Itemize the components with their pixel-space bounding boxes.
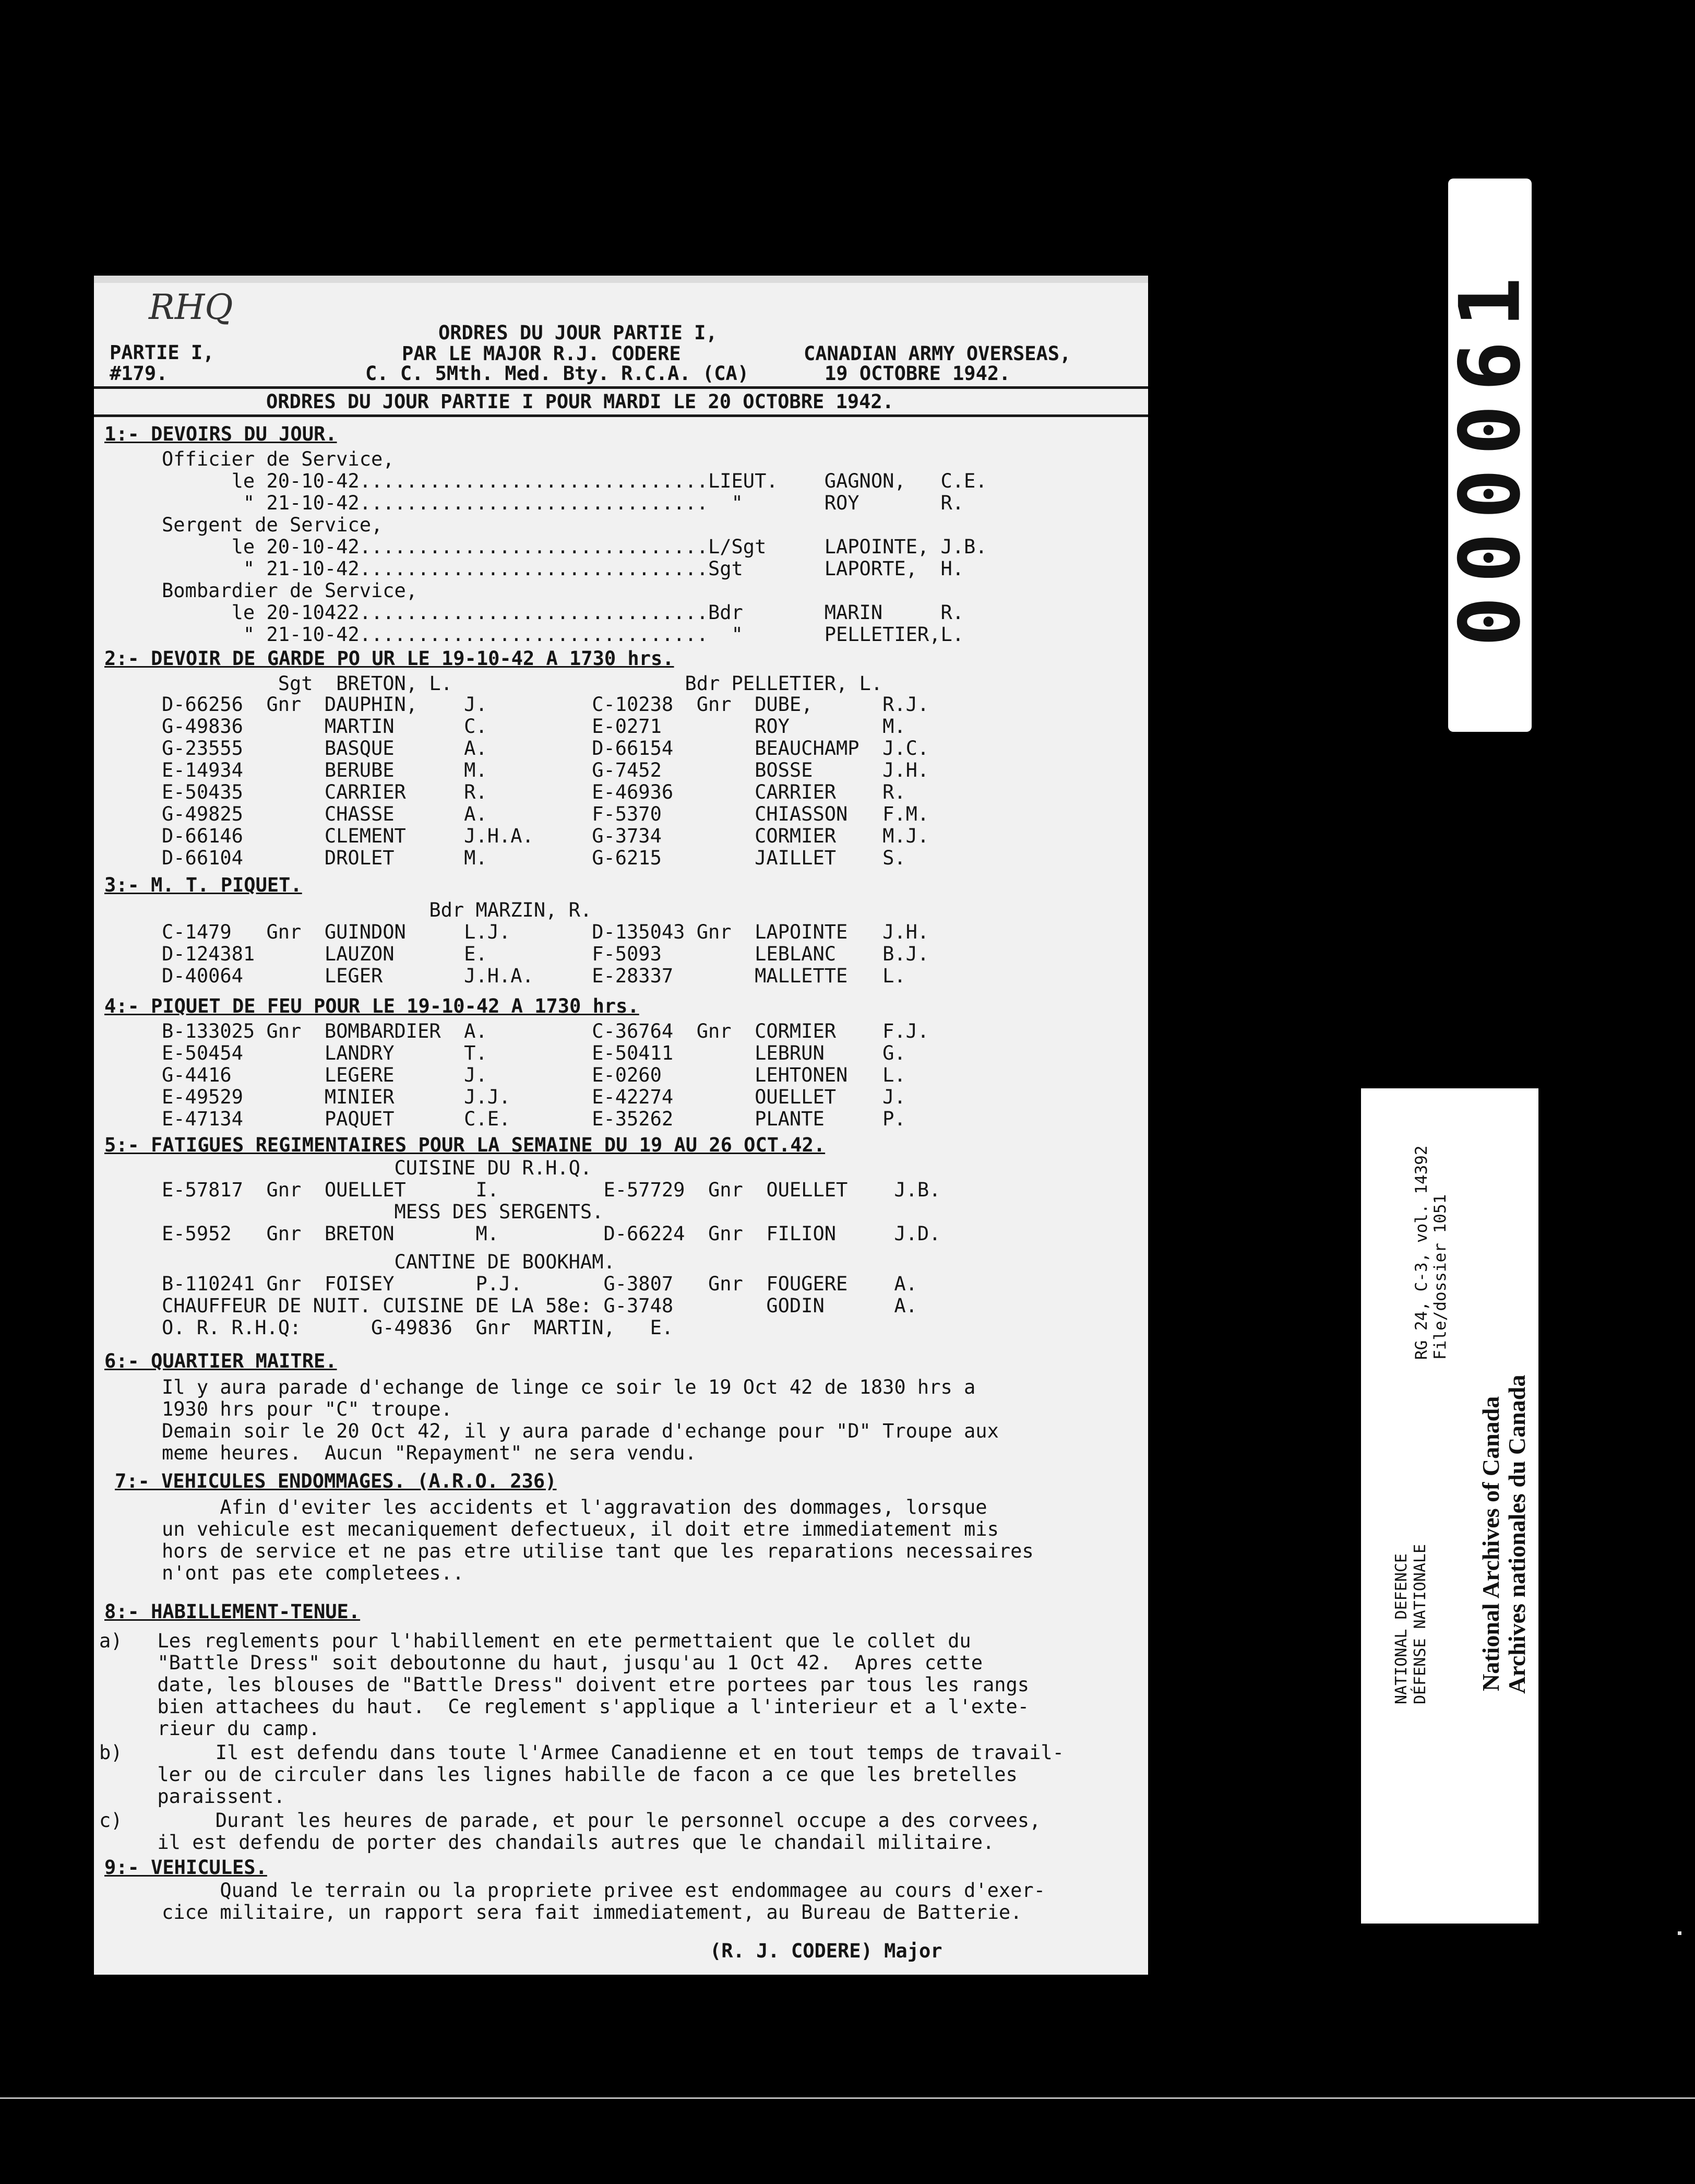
order-number: #179. [110,362,168,385]
document-title: ORDRES DU JOUR PARTIE I, [438,322,718,344]
fatigue-subheading: CUISINE DU R.H.Q. [162,1157,592,1179]
fire-piquet-row: B-133025 Gnr BOMBARDIER A. C-36764 Gnr CORMIER F.J. [162,1020,929,1042]
fire-piquet-row: E-47134 PAQUET C.E. E-35262 PLANTE P. [162,1108,906,1130]
archives-name-en: National Archives of Canada [1477,1396,1504,1691]
fatigue-row: E-5952 Gnr BRETON M. D-66224 Gnr FILION J.D. [162,1222,941,1245]
guard-row: G-49836 MARTIN C. E-0271 ROY M. [162,715,906,738]
duty-line: " 21-10-42.............................. " PELLETIER,L. [162,623,964,646]
section-heading-6: 6:- QUARTIER MAITRE. [104,1350,337,1372]
army-label: CANADIAN ARMY OVERSEAS, [804,342,1071,365]
duty-line: " 21-10-42..............................Sgt LAPORTE, H. [162,557,964,580]
issue-date: 19 OCTOBRE 1942. [825,362,1011,385]
paragraph-line: un vehicule est mecaniquement defectueux, il doit etre immediatement mis [162,1518,999,1540]
guard-row: E-14934 BERUBE M. G-7452 BOSSE J.H. [162,759,929,781]
paragraph-line: il est defendu de porter des chandails autres que le chandail militaire. [99,1831,995,1854]
paragraph-line: c) Durant les heures de parade, et pour le personnel occupe a des corvees, [99,1809,1041,1832]
frame-number: 000061 [1441,264,1539,647]
section-heading-1: 1:- DEVOIRS DU JOUR. [104,423,337,445]
guard-row: G-23555 BASQUE A. D-66154 BEAUCHAMP J.C. [162,737,929,759]
paragraph-line: Demain soir le 20 Oct 42, il y aura parade d'echange pour "D" Troupe aux [162,1420,999,1442]
guard-row: D-66104 DROLET M. G-6215 JAILLET S. [162,847,906,869]
duty-line: " 21-10-42.............................. " ROY R. [162,492,964,514]
piquet-leader: Bdr MARZIN, R. [162,899,592,921]
paragraph-line: a) Les reglements pour l'habillement en ete permettaient que le collet du [99,1630,971,1652]
piquet-row: D-40064 LEGER J.H.A. E-28337 MALLETTE L. [162,965,906,987]
section-heading-3: 3:- M. T. PIQUET. [104,874,302,896]
duty-line: Sergent de Service, [162,514,383,536]
guard-row: G-49825 CHASSE A. F-5370 CHIASSON F.M. [162,803,929,825]
section-heading-9: 9:- VEHICULES. [104,1856,267,1879]
handwritten-annotation: RHQ [149,287,233,327]
fire-piquet-row: E-49529 MINIER J.J. E-42274 OUELLET J. [162,1086,906,1108]
guard-row: D-66256 Gnr DAUPHIN, J. C-10238 Gnr DUBE, R.J. [162,693,929,716]
fire-piquet-row: G-4416 LEGERE J. E-0260 LEHTONEN L. [162,1064,906,1086]
document-page [94,276,1148,1975]
paragraph-line: b) Il est defendu dans toute l'Armee Canadienne et en tout temps de travail- [99,1741,1064,1764]
paragraph-line: paraissent. [99,1785,285,1808]
section-heading-5: 5:- FATIGUES REGIMENTAIRES POUR LA SEMAINE DU 19 AU 26 OCT.42. [104,1134,826,1156]
guard-row: D-66146 CLEMENT J.H.A. G-3734 CORMIER M.J. [162,825,929,847]
paragraph-line: meme heures. Aucun "Repayment" ne sera vendu. [162,1442,697,1464]
film-edge-line [0,2097,1695,2099]
section-heading-4: 4:- PIQUET DE FEU POUR LE 19-10-42 A 1730 hrs. [104,995,639,1017]
fatigue-subheading: MESS DES SERGENTS. [162,1201,604,1223]
header-rule-bottom [94,414,1148,417]
archive-label [1361,1088,1538,1924]
fire-piquet-row: E-50454 LANDRY T. E-50411 LEBRUN G. [162,1042,906,1064]
fatigue-row: E-57817 Gnr OUELLET I. E-57729 Gnr OUELLET J.B. [162,1179,941,1201]
film-speck [1678,1931,1681,1935]
paragraph-line: hors de service et ne pas etre utilise tant que les reparations necessaires [162,1540,1034,1562]
department-name-fr: DÉFENSE NATIONALE [1411,1544,1429,1704]
archive-frame-stamp [1441,179,1539,732]
department-name-en: NATIONAL DEFENCE [1392,1553,1411,1704]
paragraph-line: 1930 hrs pour "C" troupe. [162,1398,452,1420]
duty-line: le 20-10-42..............................LIEUT. GAGNON, C.E. [162,470,987,492]
section-heading-8: 8:- HABILLEMENT-TENUE. [104,1600,361,1623]
partie-label: PARTIE I, [110,341,214,364]
paragraph-line: Quand le terrain ou la propriete privee est endommagee au cours d'exer- [162,1879,1045,1902]
signature: (R. J. CODERE) Major [710,1940,942,1962]
duty-line: Bombardier de Service, [162,579,418,602]
archives-name-fr: Archives nationales du Canada [1503,1374,1530,1694]
duty-line: le 20-10-42..............................L/Sgt LAPOINTE, J.B. [162,536,987,558]
header-rule-top [94,386,1148,389]
duty-line: le 20-10422..............................Bdr MARIN R. [162,601,964,624]
fatigue-row: CHAUFFEUR DE NUIT. CUISINE DE LA 58e: G-3748 GODIN A. [162,1295,917,1317]
paragraph-line: ler ou de circuler dans les lignes habille de facon a ce que les bretelles [99,1763,1018,1786]
guard-row: E-50435 CARRIER R. E-46936 CARRIER R. [162,781,906,803]
guard-leaders: Sgt BRETON, L. Bdr PELLETIER, L. [162,672,883,695]
record-group-ref: RG 24, C-3, vol. 14392 [1412,1145,1431,1360]
paragraph-line: date, les blouses de "Battle Dress" doivent etre portees par tous les rangs [99,1673,1030,1696]
file-ref: File/dossier 1051 [1431,1194,1450,1360]
paragraph-line: rieur du camp. [99,1717,320,1740]
paragraph-line: Afin d'eviter les accidents et l'aggravation des dommages, lorsque [162,1496,987,1518]
fatigue-row: B-110241 Gnr FOISEY P.J. G-3807 Gnr FOUGERE A. [162,1273,917,1295]
fatigue-row: O. R. R.H.Q: G-49836 Gnr MARTIN, E. [162,1316,674,1339]
document-subtitle: ORDRES DU JOUR PARTIE I POUR MARDI LE 20 OCTOBRE 1942. [266,390,894,413]
unit-label: C. C. 5Mth. Med. Bty. R.C.A. (CA) [365,362,749,385]
issued-by: PAR LE MAJOR R.J. CODERE [402,342,681,365]
paragraph-line: bien attachees du haut. Ce reglement s'applique a l'interieur et a l'exte- [99,1695,1030,1718]
fatigue-subheading: CANTINE DE BOOKHAM. [162,1251,615,1273]
section-heading-7: 7:- VEHICULES ENDOMMAGES. (A.R.O. 236) [115,1470,557,1492]
paragraph-line: Il y aura parade d'echange de linge ce soir le 19 Oct 42 de 1830 hrs a [162,1376,976,1398]
piquet-row: D-124381 LAUZON E. F-5093 LEBLANC B.J. [162,943,929,965]
page-top-edge [94,276,1148,283]
duty-line: Officier de Service, [162,448,395,470]
paragraph-line: "Battle Dress" soit deboutonne du haut, jusqu'au 1 Oct 42. Apres cette [99,1652,983,1674]
paragraph-line: cice militaire, un rapport sera fait immediatement, au Bureau de Batterie. [162,1901,1022,1924]
piquet-row: C-1479 Gnr GUINDON L.J. D-135043 Gnr LAPOINTE J.H. [162,921,929,943]
paragraph-line: n'ont pas ete completees.. [162,1562,464,1584]
section-heading-2: 2:- DEVOIR DE GARDE PO UR LE 19-10-42 A 1730 hrs. [104,647,674,670]
